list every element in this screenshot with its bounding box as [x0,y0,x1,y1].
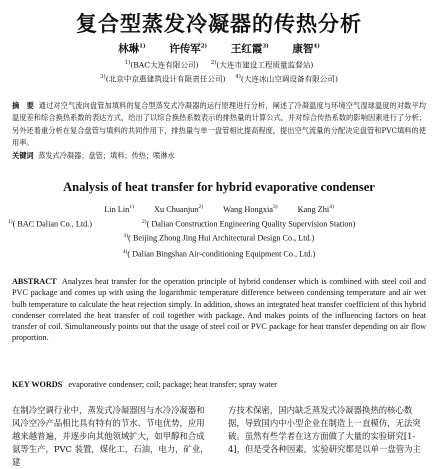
keywords-cn-label: 关键词 [12,151,34,160]
abstract-en-label: ABSTRACT [12,277,57,286]
author-cn: 康智$^{4)}$ [292,43,320,55]
keywords-en [12,380,426,389]
keywords-cn-text: 蒸发式冷凝器；盘管；填料；传热；喷淋水 [38,151,175,160]
authors-cn [0,41,438,56]
affiliation-en-3: $^{3)}$( Beijing Zhong Jing Hui Architectural Design Co., Ltd.) [123,233,315,243]
affiliation-cn-row-1: $^{1)}$(BAC大连有限公司) $^{2)}$(大连市建设工程质量监督站) [124,60,314,70]
abstract-cn-label: 摘 要 [12,101,34,110]
paper-title-cn: 复合型蒸发冷凝器的传热分析 [76,11,362,36]
abstract-en [12,276,426,344]
abstract-en-text: Analyzes heat transfer for the operation principle of hybrid condenser which is combined with steel coil and PVC package and comes up with using the logarithmic temperature difference between condensing temperature and air wet bulb temperature to calculate the heat rejection simply. In addition, shows an integrated heat transfer coefficient of this hybrid condenser correlated the heat transfer of coil together with package. And makes points of the influencing factors on heat transfer of coil. Simultaneously points out that the usage of steel coil or PVC package for heat transfer depending on air flow proportion. [12,277,426,343]
author-cn: 林琳$^{1)}$ [118,43,146,55]
body-column-right: 方技术保密，国内缺乏蒸发式冷凝器换热的核心数据，导致国内中小型企业在制造上一直模仿，无法突破。虽然有些学者在这方面做了大量的实验研究[1-4]，但是受各种因素，实验研究都是以单一盘管为主 [228,405,421,454]
authors-en [0,204,438,214]
author-en: Kang Zhi$^{4)}$ [297,204,334,214]
affiliation-en-2: $^{2)}$( Dalian Construction Engineering Quality Supervision Station) [142,219,356,229]
keywords-en-label: KEY WORDS [12,380,63,389]
keywords-cn [12,151,426,161]
author-en: Xu Chuanjun$^{2)}$ [154,204,204,214]
author-cn: 王红霞$^{3)}$ [230,43,269,55]
affiliation-en-1: $^{1)}$( BAC Dalian Co., Ltd.) [8,219,92,229]
body-column-left: 在制冷空调行业中，蒸发式冷凝器因与水冷冷凝器和风冷空冷产品相比具有特有的节水、节电优势，应用越来越普遍，并逐步向其他领域扩大，如甲醇和合成氨等生产，PVC 装置，煤化工，石油，电力，矿业，建 [12,405,209,467]
affiliation-cn-row-2: $^{3)}$(北京中京惠建筑设计有限责任公司) $^{4)}$(大连冰山空调设备有限公司) [100,74,338,84]
author-cn: 许传军$^{2)}$ [169,43,208,55]
author-en: Lin Lin$^{1)}$ [104,204,134,214]
affiliation-en-4: $^{4)}$( Dalian Bingshan Air-conditioning Equipment Co., Ltd.) [122,249,316,259]
author-en: Wang Hongxia$^{3)}$ [223,204,278,214]
abstract-cn-text: 通过对空气流向盘管加填料的复合型蒸发式冷凝器的运行原理进行分析，阐述了冷凝温度与环境空气湿球温度的对数平均温度差和综合换热系数的表达方式，给出了以综合换热系数表示的排热量的计算公式，并对综合传热系数的影响因素进行了分析；另外还着重分析在复合盘管与填料的共同作用下，排热量与单一盘管相比提高程度，提出空气流量的分配决定盘管和PVC填料的使用率。 [12,101,426,147]
paper-title-en: Analysis of heat transfer for hybrid evaporative condenser [63,180,375,194]
keywords-en-text: evaporative condenser; coil; package; heat transfer; spray water [68,380,277,389]
abstract-cn [12,100,426,149]
